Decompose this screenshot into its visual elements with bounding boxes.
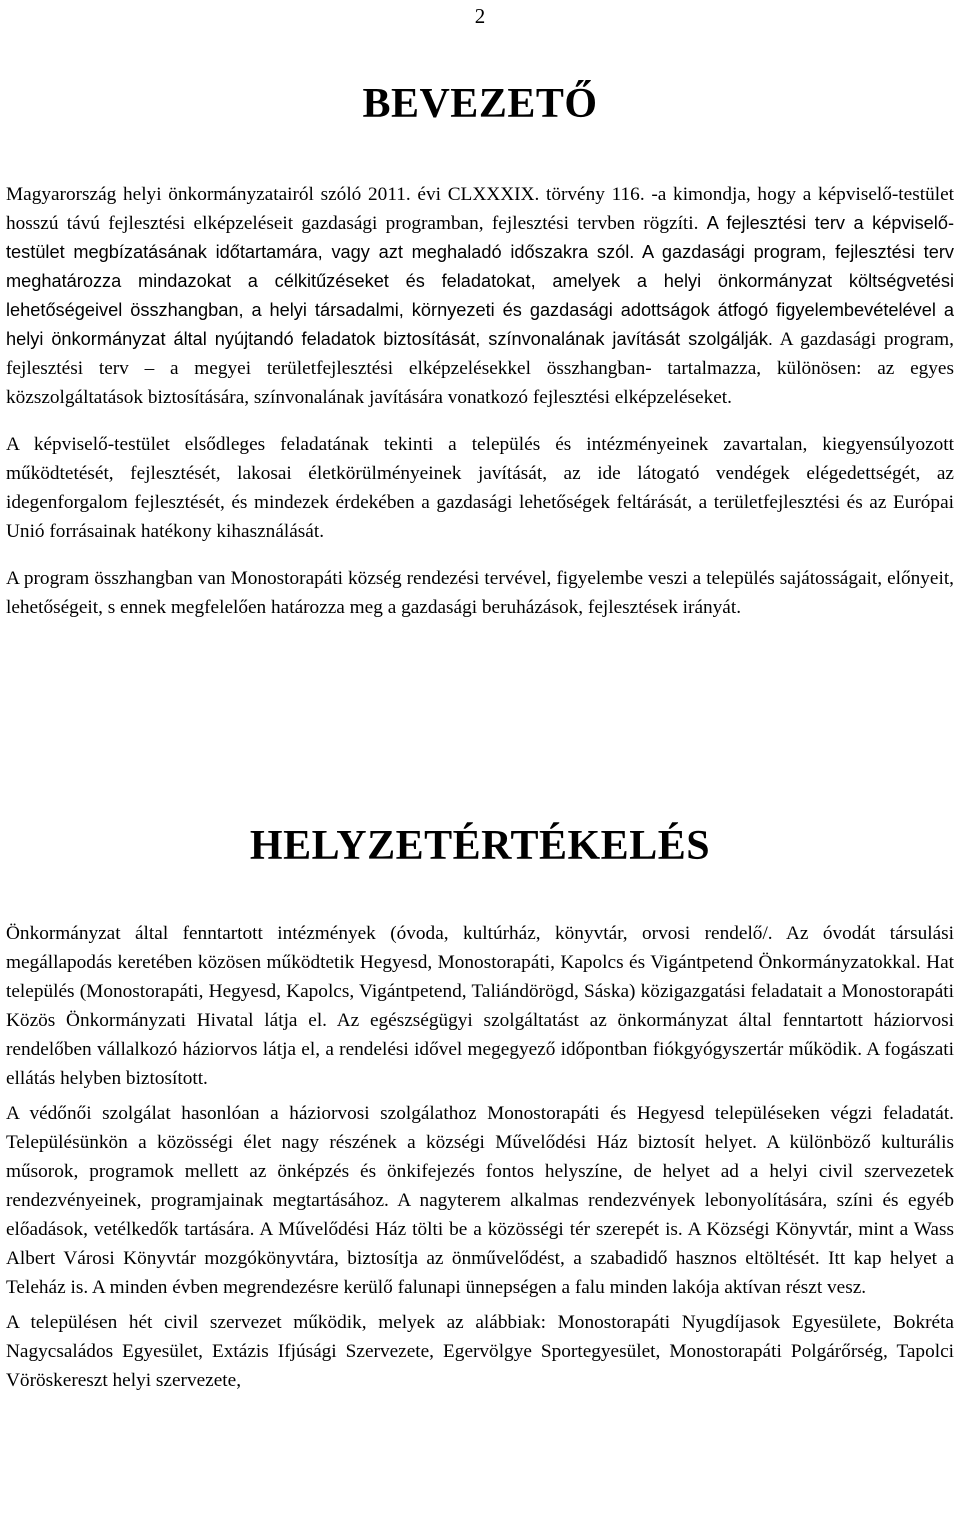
intro-paragraph-3: A program összhangban van Monostorapáti község rendezési tervével, figyelembe veszi a település sajátosságait, előnyeit, lehetőségeit, s ennek megfelelően határozza meg a gazdasági beruházások, fejlesztések irányát. (6, 568, 954, 618)
assessment-section (6, 919, 954, 1395)
intro-paragraph-1-part-c: A gazdasági program, fejlesztési terv – a megyei területfejlesztési elképzelésekkel összhangban- tartalmazza, különösen: az egyes közszolgáltatások biztosítására, színvonalának javítására vonatkozó fejlesztési elképzeléseket. (6, 329, 954, 408)
assessment-paragraph-1: Önkormányzat által fenntartott intézmények (óvoda, kultúrház, könyvtár, orvosi rendelő/. Az óvodát társulási megállapodás keretében közösen működtetik Hegyesd, Monostorapáti, Kapolcs és Vigántpetend Önkormányzatokkal. Hat település (Monostorapáti, Hegyesd, Kapolcs, Vigántpetend, Taliándörögd, Sáska) közigazgatási feladatait a Monostorapáti Közös Önkormányzati Hivatal látja el. Az egészségügyi szolgáltatást az önkormányzat által fenntartott háziorvosi rendelőben vállalkozó háziorvos látja el, a rendelési idővel megegyező időpontban fiókgyógyszertár működik. A fogászati ellátás helyben biztosított. (6, 923, 954, 1089)
assessment-paragraph-2: A védőnői szolgálat hasonlóan a háziorvosi szolgálathoz Monostorapáti és Hegyesd településeken végzi feladatát. Településünkön a közösségi élet nagy részének a községi Művelődési Ház biztosít helyet. A különböző kulturális műsorok, programok mellett az önképzés és önkifejezés fontos helyszíne, de helyet ad a helyi civil szervezetek rendezvényeinek, programjainak megtartásához. A nagyterem alkalmas rendezvények lebonyolítására, színi és egyéb előadások, vetélkedők tartására. A Művelődési Ház tölti be a közösségi tér szerepét is. A Községi Könyvtár, mint a Wass Albert Városi Könyvtár mozgókönyvtára, biztosítja az önművelődést, a szabadidő hasznos eltöltését. Itt kap helyet a Teleház is. A minden évben megrendezésre kerülő falunapi ünnepségen a falu minden lakója aktívan részt vesz. (6, 1103, 954, 1298)
page-number: 2 (474, 4, 486, 28)
intro-paragraph-1 (6, 180, 954, 412)
intro-paragraph-2: A képviselő-testület elsődleges feladatának tekinti a település és intézményeinek zavartalan, kiegyensúlyozott működtetését, fejlesztését, lakosai életkörülményeinek javítását, az ide látogató vendégek elégedettségét, az idegenforgalom fejlesztését, és mindezek érdekében a gazdasági lehetőségek feltárását, a területfejlesztési és az Európai Unió forrásainak hatékony kihasználását. (6, 434, 954, 542)
assessment-paragraph-3: A településen hét civil szervezet működik, melyek az alábbiak: Monostorapáti Nyugdíjasok Egyesülete, Bokréta Nagycsaládos Egyesület, Extázis Ifjúsági Szervezete, Egervölgye Sportegyesület, Monostorapáti Polgárőrség, Tapolci Vöröskereszt helyi szervezete, (6, 1312, 954, 1391)
section-title: HELYZETÉRTÉKELÉS (249, 823, 711, 869)
page-title: BEVEZETŐ (362, 81, 598, 127)
intro-paragraph-1-part-a: Magyarország helyi önkormányzatairól szóló 2011. évi CLXXXIX. törvény 116. -a kimondja, hogy a képviselő-testület hosszú távú fejlesztési elképzeléseit gazdasági programban, fejlesztési tervben rögzíti. (6, 184, 954, 234)
intro-section (6, 180, 954, 622)
intro-paragraph-1-part-b: A fejlesztési terv a képviselő-testület megbízatásának időtartamára, vagy azt meghaladó időszakra szól. A gazdasági program, fejlesztési terv meghatározza mindazokat a célkitűzéseket és feladatokat, amelyek a helyi önkormányzat költségvetési lehetőségeivel összhangban, a helyi társadalmi, környezeti és gazdasági adottságok átfogó figyelembevételével a helyi önkormányzat által nyújtandó feladatok biztosítását, színvonalának javítását szolgálják. (6, 213, 955, 349)
